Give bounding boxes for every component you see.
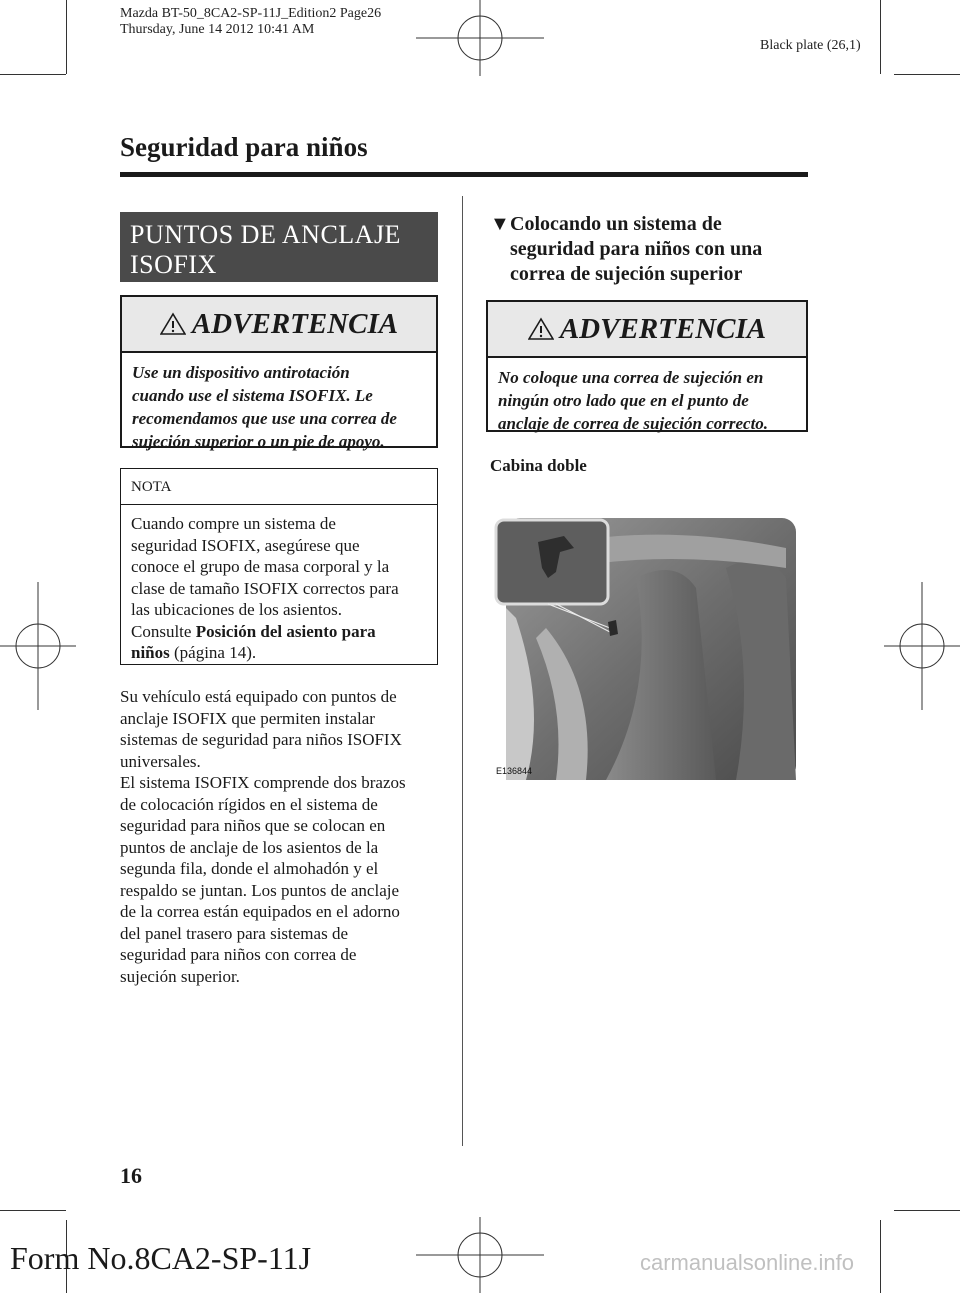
note-consult — [131, 621, 427, 643]
note-line: seguridad ISOFIX, asegúrese que — [131, 535, 360, 555]
isofix-description — [120, 686, 450, 987]
consult-reference-link[interactable]: niños — [131, 643, 170, 662]
warning-triangle-icon — [160, 312, 186, 336]
warning-line: Use un dispositivo antirotación — [132, 363, 350, 382]
subheading-line: Colocando un sistema de — [510, 213, 722, 235]
warning-line: recomendamos que use una correa de — [132, 409, 397, 428]
consult-prefix: Consulte — [131, 621, 196, 641]
warning-line: ningún otro lado que en el punto de — [498, 391, 749, 410]
warning-title: ADVERTENCIA — [191, 307, 399, 340]
plate-label: Black plate (26,1) — [760, 38, 861, 53]
paragraph-line: sujeción superior. — [120, 966, 240, 986]
paragraph-line: universales. — [120, 751, 201, 771]
paragraph-line: seguridad para niños que se colocan en — [120, 816, 386, 835]
paragraph-line: seguridad para niños con correa de — [120, 945, 357, 964]
column-divider — [462, 196, 463, 1146]
isofix-heading — [120, 212, 438, 282]
print-meta-line1: Mazda BT-50_8CA2-SP-11J_Edition2 Page26 — [120, 6, 382, 21]
warning-box-tether — [486, 300, 808, 432]
note-box — [120, 468, 438, 665]
registration-mark-bottom — [416, 1217, 544, 1293]
paragraph-line: respaldo se juntan. Los puntos de anclaje — [120, 880, 400, 900]
consult-reference-link[interactable]: Posición del asiento para — [195, 621, 376, 641]
subheading-line: correa de sujeción superior — [510, 263, 743, 285]
note-body — [121, 505, 437, 672]
note-line: conoce el grupo de masa corporal y la — [131, 557, 390, 576]
registration-mark-top — [416, 0, 544, 76]
consult-suffix: (página 14). — [169, 643, 257, 662]
warning-header — [122, 297, 436, 353]
paragraph-line: de colocación rígidos en el sistema de — [120, 794, 378, 814]
heading-line: ISOFIX — [130, 250, 217, 279]
warning-line: cuando use el sistema ISOFIX. Le — [132, 386, 373, 405]
tether-anchor-photo — [486, 508, 796, 780]
paragraph-line: del panel trasero para sistemas de — [120, 923, 348, 943]
form-number: Form No.8CA2-SP-11J — [10, 1240, 312, 1276]
paragraph-line: de la correa están equipados en el adorno — [120, 902, 400, 921]
paragraph-line: puntos de anclaje de los asientos de la — [120, 837, 379, 857]
warning-header — [488, 302, 806, 358]
registration-mark-right — [884, 582, 960, 710]
section-rule — [120, 172, 808, 177]
note-line: Cuando compre un sistema de — [131, 514, 336, 533]
page-number: 16 — [120, 1163, 142, 1188]
paragraph-line: anclaje ISOFIX que permiten instalar — [120, 708, 375, 728]
print-metadata — [120, 6, 381, 38]
section-marker-icon: ▼ — [490, 213, 510, 235]
note-line: las ubicaciones de los asientos. — [131, 600, 343, 619]
tether-subheading — [490, 212, 800, 287]
warning-triangle-icon — [528, 317, 554, 341]
registration-mark-left — [0, 582, 76, 710]
paragraph-line: sistemas de seguridad para niños ISOFIX — [120, 730, 402, 749]
crop-mark — [880, 0, 881, 74]
warning-line: No coloque una correa de sujeción en — [498, 368, 764, 387]
crop-mark — [880, 1220, 881, 1293]
warning-line: anclaje de correa de sujeción correcto. — [498, 414, 769, 433]
crop-mark — [894, 1210, 960, 1211]
print-meta-line2: Thursday, June 14 2012 10:41 AM — [120, 22, 315, 37]
watermark: carmanualsonline.info — [640, 1250, 855, 1275]
paragraph-line: segunda fila, donde el almohadón y el — [120, 859, 379, 878]
warning-body — [122, 353, 436, 461]
crop-mark — [0, 74, 66, 75]
warning-line: sujeción superior o un pie de apoyo. — [132, 432, 385, 451]
cab-type-label: Cabina doble — [490, 456, 587, 475]
paragraph-line: Su vehículo está equipado con puntos de — [120, 687, 397, 706]
paragraph-line: El sistema ISOFIX comprende dos brazos — [120, 773, 406, 792]
section-title: Seguridad para niños — [120, 132, 368, 162]
warning-title: ADVERTENCIA — [559, 312, 767, 345]
note-consult — [131, 642, 427, 664]
crop-mark — [0, 1210, 66, 1211]
crop-mark — [894, 74, 960, 75]
note-line: clase de tamaño ISOFIX correctos para — [131, 578, 399, 598]
crop-mark — [66, 0, 67, 74]
figure-code: E136844 — [496, 766, 533, 776]
note-title: NOTA — [121, 469, 437, 505]
subheading-line: seguridad para niños con una — [510, 238, 763, 260]
heading-line: PUNTOS DE ANCLAJE — [130, 220, 401, 249]
warning-body — [488, 358, 806, 443]
warning-box-isofix — [120, 295, 438, 451]
